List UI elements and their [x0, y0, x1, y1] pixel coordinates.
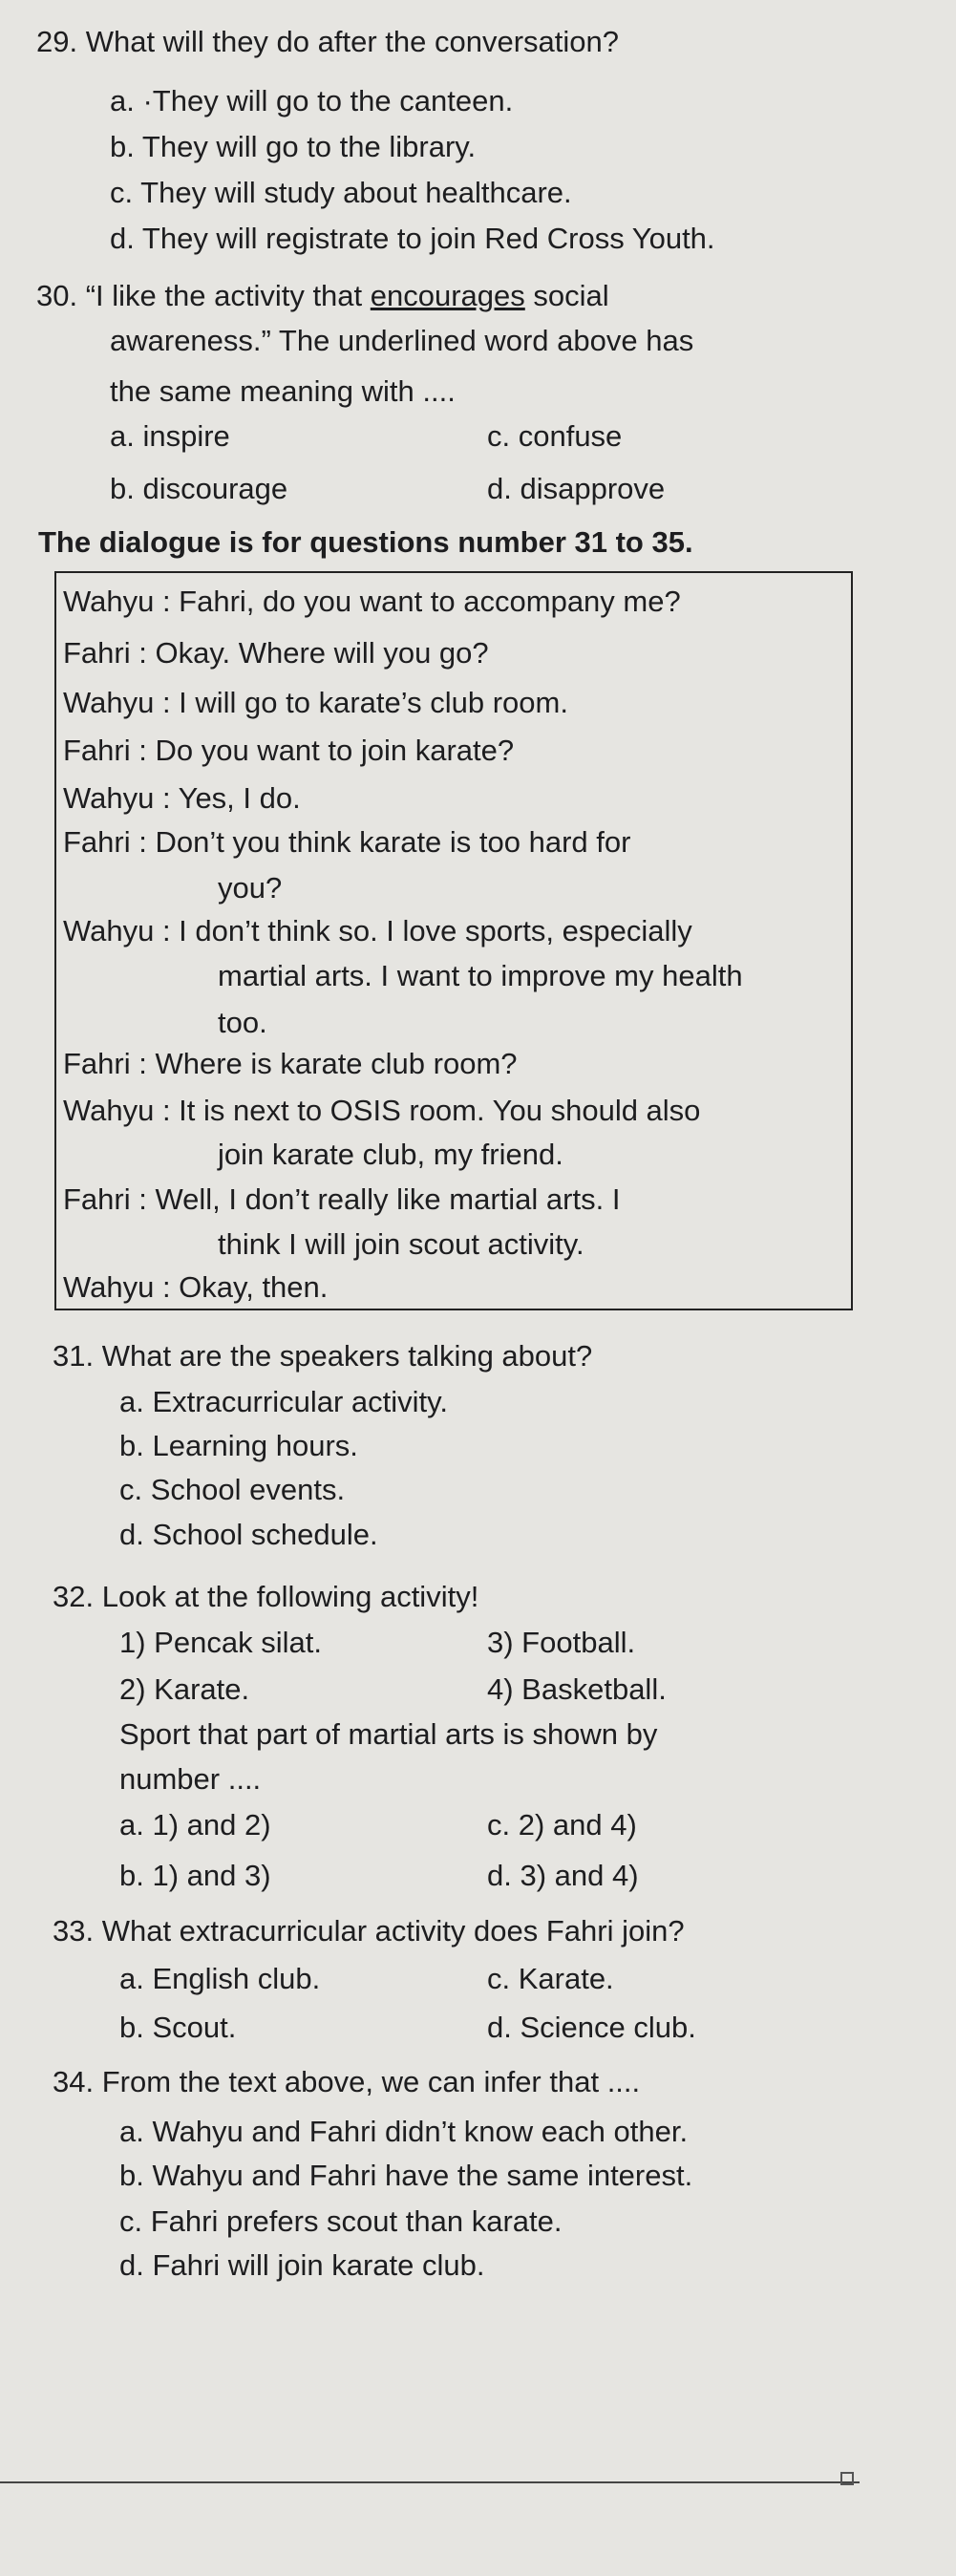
q32-stem-line-3: number ....: [119, 1762, 262, 1796]
dialogue-line: Wahyu : Okay, then.: [63, 1270, 329, 1304]
q29-option-b: b. They will go to the library.: [110, 130, 477, 163]
dialogue-line: Wahyu : Yes, I do.: [63, 781, 301, 815]
dialogue-line: Wahyu : Fahri, do you want to accompany me?: [63, 585, 681, 618]
q32-stem: 32. Look at the following activity!: [53, 1580, 479, 1613]
dialogue-line: Fahri : Okay. Where will you go?: [63, 636, 489, 670]
q29-option-d: d. They will registrate to join Red Cross Youth.: [110, 222, 715, 255]
q34-option-c: c. Fahri prefers scout than karate.: [119, 2204, 563, 2238]
q29-option-c: c. They will study about healthcare.: [110, 176, 572, 209]
q33-option-a: a. English club.: [119, 1962, 321, 1995]
q34-option-a: a. Wahyu and Fahri didn’t know each other.: [119, 2115, 689, 2148]
dialogue-line: Fahri : Don’t you think karate is too hard for: [63, 825, 631, 859]
q32-item-3: 3) Football.: [487, 1626, 636, 1659]
q32-item-1: 1) Pencak silat.: [119, 1626, 322, 1659]
q32-option-c: c. 2) and 4): [487, 1808, 637, 1842]
dialogue-line-cont: join karate club, my friend.: [218, 1138, 563, 1171]
dialogue-line: Wahyu : It is next to OSIS room. You should also: [63, 1094, 701, 1127]
q32-item-4: 4) Basketball.: [487, 1672, 667, 1706]
q31-option-c: c. School events.: [119, 1473, 346, 1506]
dialogue-intro: The dialogue is for questions number 31 to 35.: [38, 525, 693, 559]
q31-stem: 31. What are the speakers talking about?: [53, 1339, 593, 1373]
q30-option-c: c. confuse: [487, 419, 623, 453]
q30-stem-line-3: the same meaning with ....: [110, 374, 456, 408]
q32-option-d: d. 3) and 4): [487, 1859, 639, 1892]
q30-stem-line-2: awareness.” The underlined word above has: [110, 324, 694, 357]
q33-option-d: d. Science club.: [487, 2011, 696, 2044]
q29-stem: 29. What will they do after the conversation?: [36, 25, 619, 58]
q30-option-b: b. discourage: [110, 472, 288, 505]
q30-stem: 30. “I like the activity that encourages social: [36, 279, 609, 312]
dialogue-line-cont: martial arts. I want to improve my health: [218, 959, 743, 992]
q29-option-a: a. ·They will go to the canteen.: [110, 84, 514, 117]
q33-option-c: c. Karate.: [487, 1962, 614, 1995]
q30-option-a: a. inspire: [110, 419, 230, 453]
dialogue-line-cont: too.: [218, 1006, 267, 1039]
q34-option-d: d. Fahri will join karate club.: [119, 2248, 485, 2282]
underlined-word: encourages: [370, 279, 525, 312]
bottom-divider: [0, 2481, 860, 2483]
q30-option-d: d. disapprove: [487, 472, 666, 505]
q32-option-b: b. 1) and 3): [119, 1859, 271, 1892]
dialogue-line: Wahyu : I don’t think so. I love sports, especially: [63, 914, 692, 947]
dialogue-line-cont: you?: [218, 871, 283, 905]
q33-stem: 33. What extracurricular activity does Fahri join?: [53, 1914, 685, 1948]
q31-option-d: d. School schedule.: [119, 1518, 378, 1551]
dialogue-line: Wahyu : I will go to karate’s club room.: [63, 686, 568, 719]
q32-option-a: a. 1) and 2): [119, 1808, 271, 1842]
q31-option-a: a. Extracurricular activity.: [119, 1385, 448, 1418]
dialogue-line: Fahri : Well, I don’t really like martial arts. I: [63, 1182, 621, 1216]
dialogue-line: Fahri : Do you want to join karate?: [63, 734, 515, 767]
q31-option-b: b. Learning hours.: [119, 1429, 358, 1462]
dialogue-line: Fahri : Where is karate club room?: [63, 1047, 518, 1080]
q34-stem: 34. From the text above, we can infer that ....: [53, 2065, 641, 2098]
q32-item-2: 2) Karate.: [119, 1672, 250, 1706]
q32-stem-line-2: Sport that part of martial arts is shown by: [119, 1717, 658, 1751]
corner-mark: [840, 2472, 854, 2485]
q34-option-b: b. Wahyu and Fahri have the same interest.: [119, 2159, 693, 2192]
q33-option-b: b. Scout.: [119, 2011, 237, 2044]
dialogue-line-cont: think I will join scout activity.: [218, 1227, 584, 1261]
